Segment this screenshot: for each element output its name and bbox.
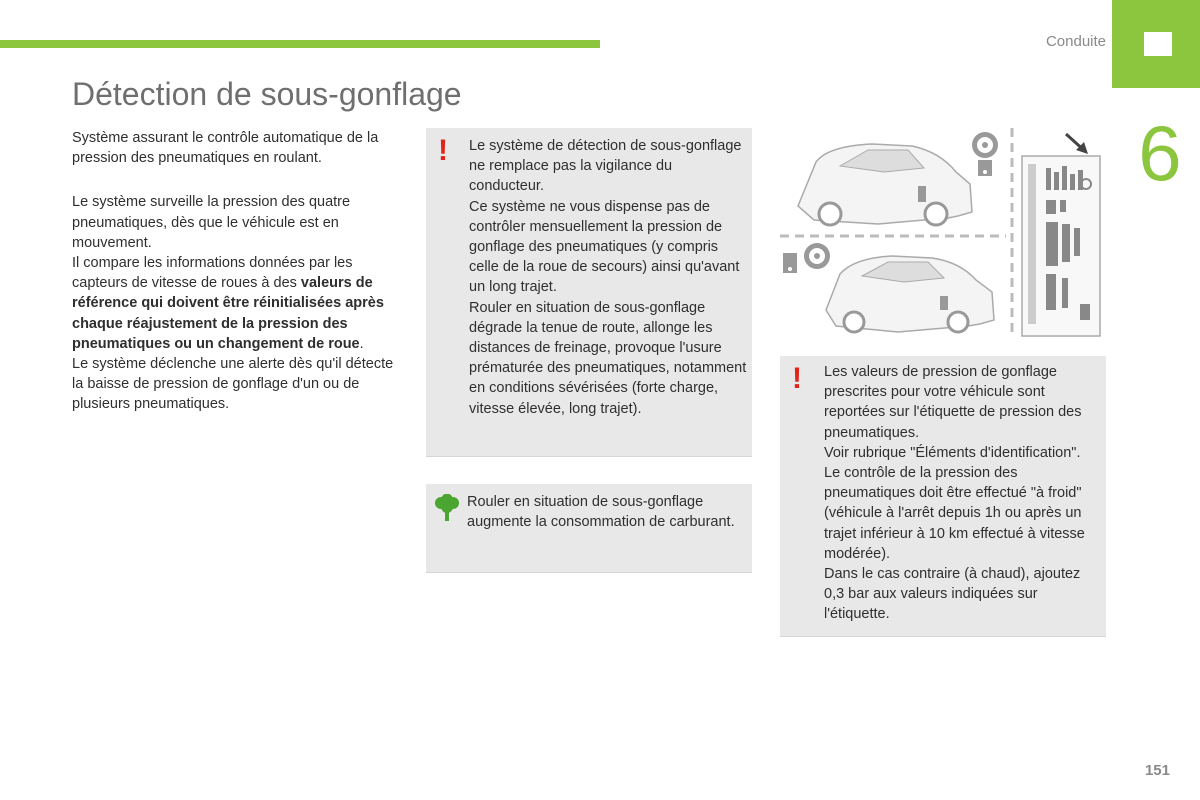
warning-line: Voir rubrique "Éléments d'identification". xyxy=(824,444,1081,461)
car-tire-pressure-label-illustration xyxy=(780,128,1106,346)
intro-paragraph: Système assurant le contrôle automatique de la pression des pneumatiques en roulant. xyxy=(72,130,379,167)
eco-box xyxy=(426,484,752,573)
reference-values-text: valeurs de référence qui doivent être réinitialisées après chaque réajustement de la pression des pneumatiques ou un changement de roue xyxy=(72,275,384,352)
compare-paragraph xyxy=(72,253,402,354)
warning-box-vigilance xyxy=(426,128,752,457)
eco-tree-icon xyxy=(434,494,460,528)
alert-paragraph: Le système déclenche une alerte dès qu'il détecte la baisse de pression de gonflage d'un ou de plusieurs pneumatiques. xyxy=(72,356,394,413)
eco-text: Rouler en situation de sous-gonflage augmente la consommation de carburant. xyxy=(467,494,735,531)
compare-end: . xyxy=(359,335,364,352)
warning-line: Rouler en situation de sous-gonflage dégrade la tenue de route, allonge les distances de freinage, provoque l'usure prématurée des pneumatiques, notamment en conditions sévérisées (forte charge, vitesse élevée, long trajet). xyxy=(469,299,747,417)
warning-exclamation-icon: ! xyxy=(792,362,802,395)
warning-box-pressure-values xyxy=(780,356,1106,637)
warning-line: Ce système ne vous dispense pas de contrôler mensuellement la pression de gonflage des pneumatiques (y compris celle de la roue de secours) ainsi qu'avant un long trajet. xyxy=(469,198,740,296)
chapter-tab xyxy=(1112,0,1200,88)
top-accent-bar xyxy=(0,40,600,48)
warning-exclamation-icon: ! xyxy=(438,134,448,167)
monitoring-paragraph: Le système surveille la pression des quatre pneumatiques, dès que le véhicule est en mouvement. xyxy=(72,194,351,251)
page-number: 151 xyxy=(1144,762,1170,779)
compare-text: Il compare les informations données par les capteurs de vitesse de roues à des xyxy=(72,255,353,292)
chapter-number: 6 xyxy=(1138,109,1182,197)
section-label: Conduite xyxy=(1045,33,1106,50)
intro-column xyxy=(72,128,402,415)
warning-box-text xyxy=(824,362,1104,625)
warning-box-text xyxy=(469,136,747,419)
page-title: Détection de sous-gonflage xyxy=(72,76,462,112)
warning-line: Le contrôle de la pression des pneumatiques doit être effectué "à froid" (véhicule à l'arrêt depuis 1h ou après un trajet inférieur à 10 km effectué à vitesse modérée). xyxy=(824,465,1085,562)
warning-line: Le système de détection de sous-gonflage ne remplace pas la vigilance du conducteur. xyxy=(469,138,742,195)
warning-line: Les valeurs de pression de gonflage prescrites pour votre véhicule sont reportées sur l'étiquette de pression des pneumatiques. xyxy=(824,364,1082,441)
warning-line: Dans le cas contraire (à chaud), ajoutez 0,3 bar aux valeurs indiquées sur l'étiquette. xyxy=(824,566,1081,623)
chapter-square-icon xyxy=(1144,32,1172,56)
